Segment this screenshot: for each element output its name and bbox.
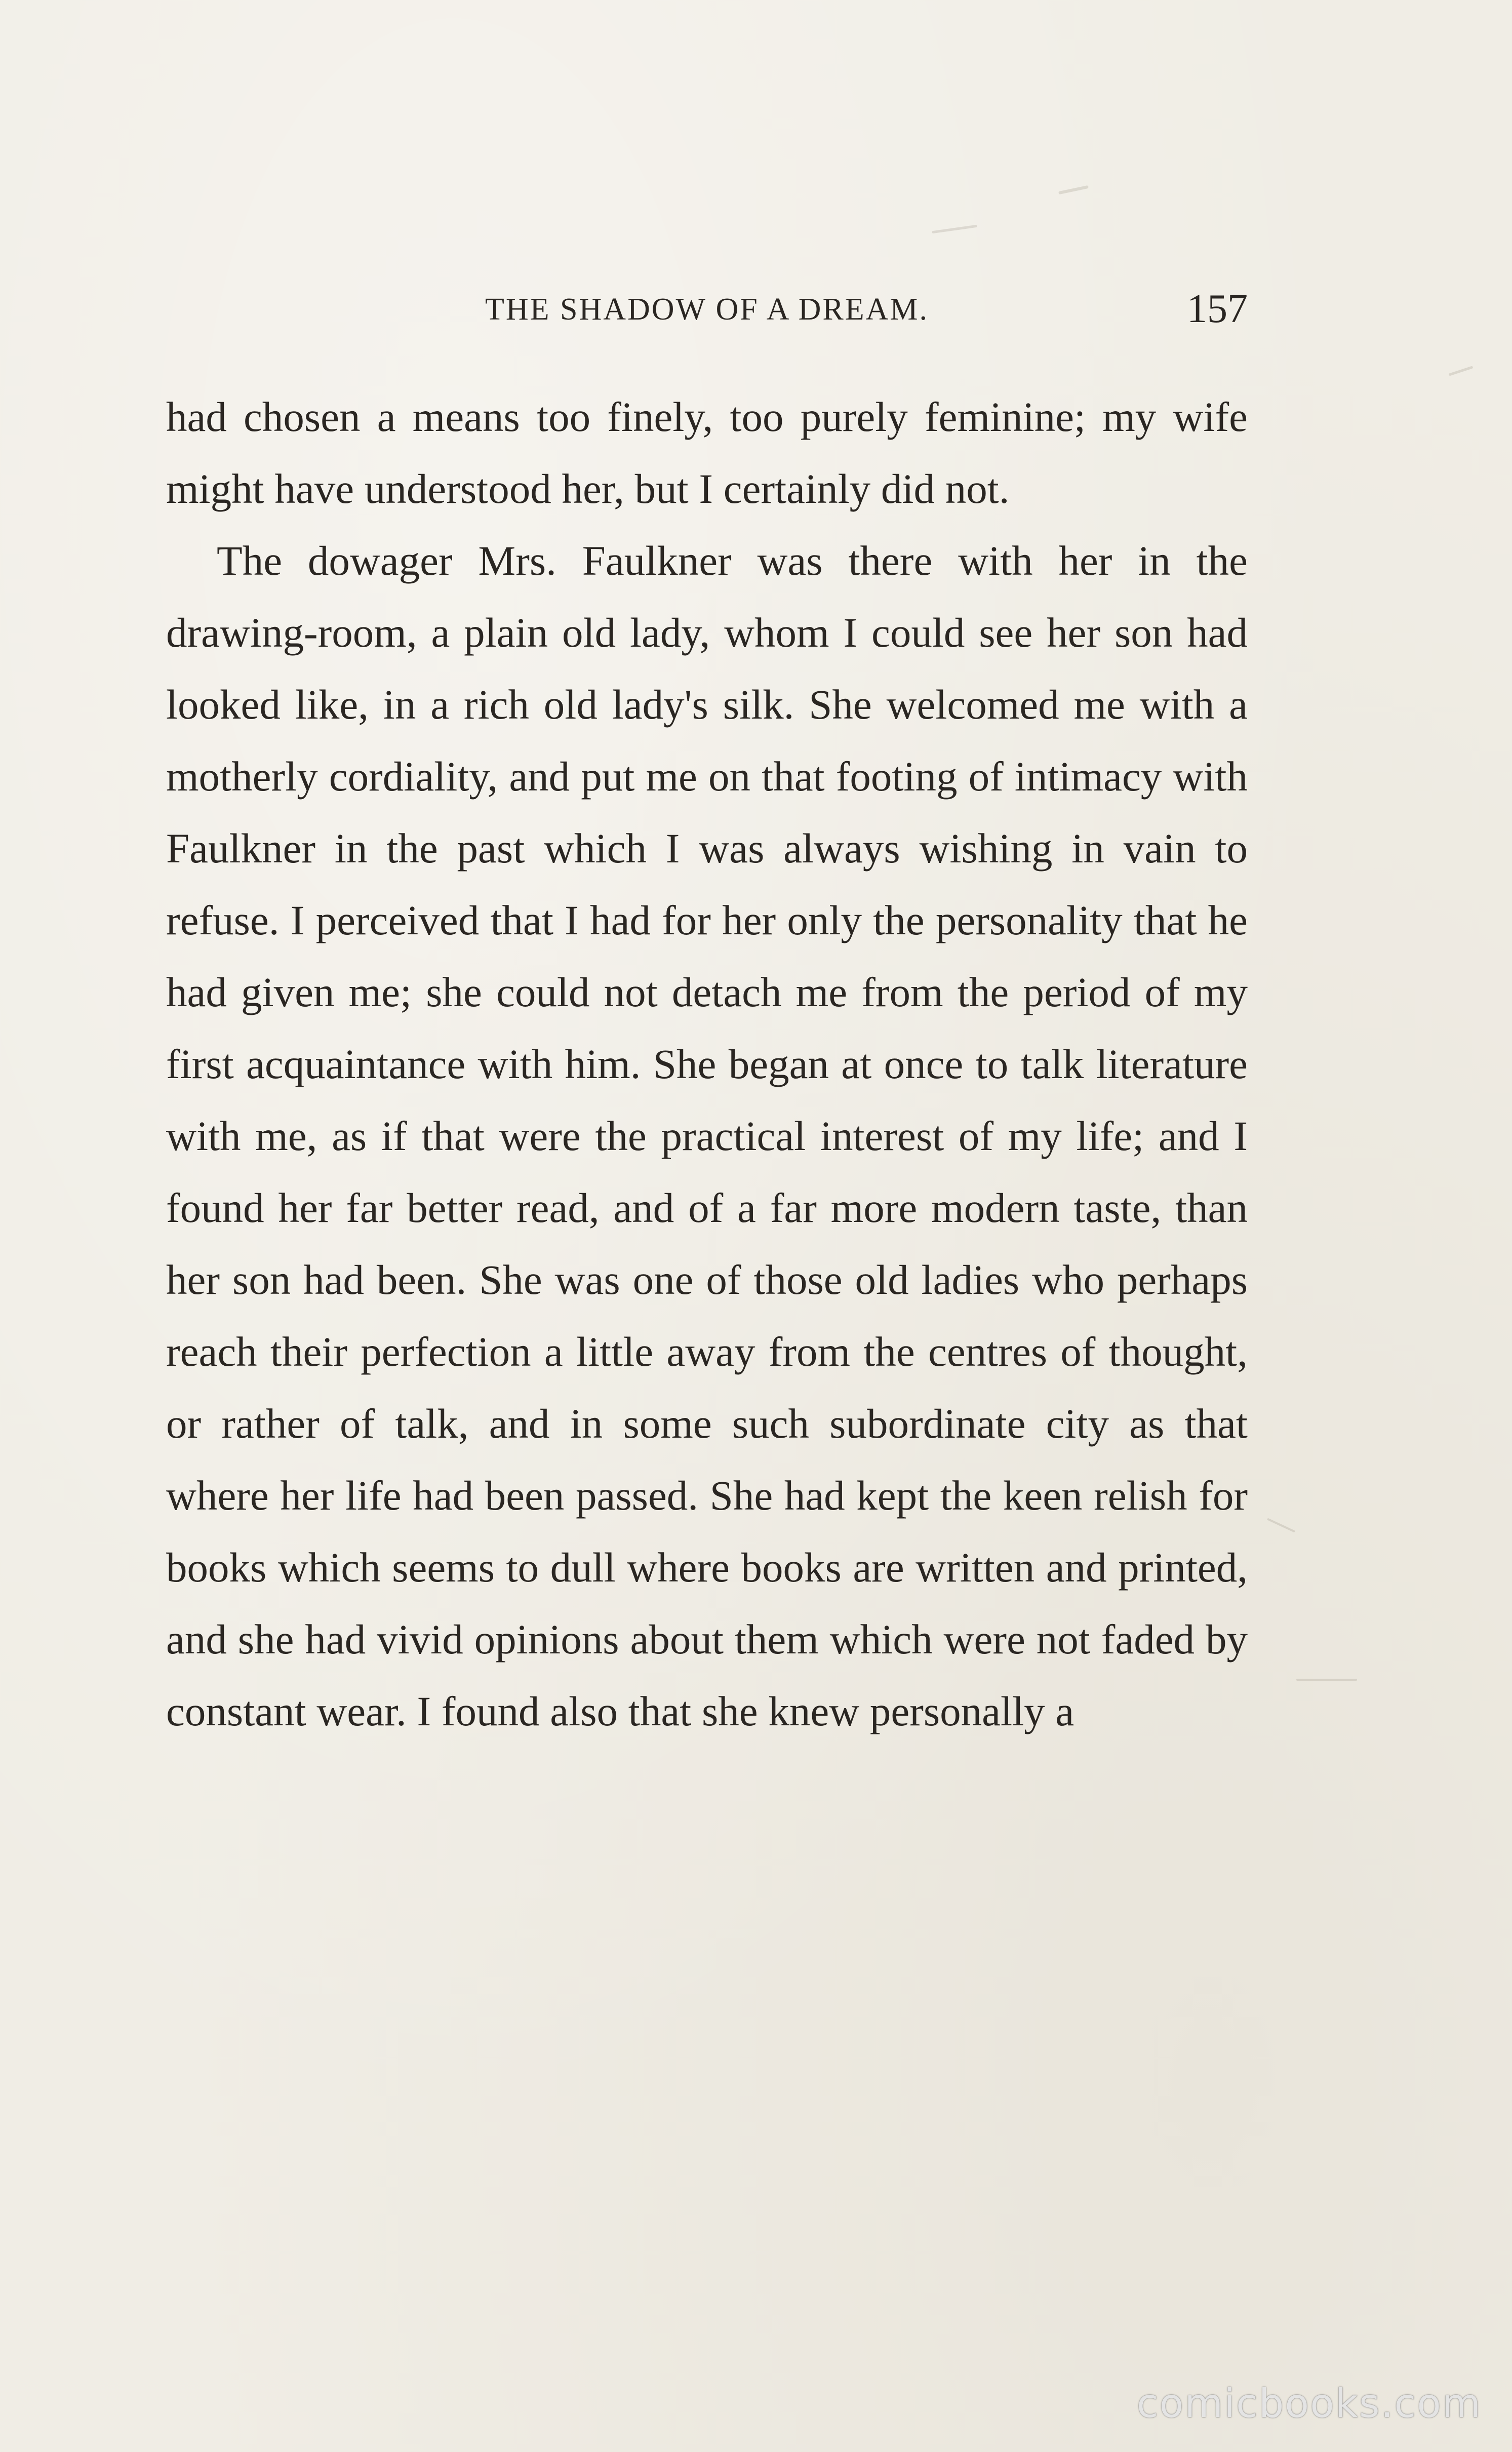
page-number: 157 [1187, 287, 1248, 331]
running-title: THE SHADOW OF A DREAM. [485, 292, 929, 327]
paper-speck [1267, 1518, 1295, 1533]
watermark: comicbooks.com [1136, 2381, 1482, 2427]
paper-speck [1058, 185, 1089, 194]
paper-speck [1448, 366, 1473, 376]
paragraph: The dowager Mrs. Faulkner was there with her in the drawing-room, a plain old lady, whom I could see her son had looked like, in a rich old lady's silk. She welcomed me with a motherly cordiality, and put me on that footing of intimacy with Faulkner in the past which I was always wishing in vain to refuse. I perceived that I had for her only the personality that he had given me; she could not detach me from the period of my first acquaintance with him. She began at once to talk literature with me, as if that were the practical interest of my life; and I found her far better read, and of a far more modern taste, than her son had been. She was one of those old ladies who perhaps reach their perfection a little away from the centres of thought, or rather of talk, and in some such subordinate city as that where her life had been passed. She had kept the keen relish for books which seems to dull where books are written and printed, and she had vivid opinions about them which were not faded by constant wear. I found also that she knew personally a [166, 537, 1248, 1734]
paper-speck [1296, 1679, 1357, 1681]
paragraph-continued: had chosen a means too finely, too purely feminine; my wife might have understood her, but I certainly did not. [166, 393, 1248, 512]
page-header [166, 284, 1248, 344]
paper-speck [932, 225, 977, 233]
body-text [166, 381, 1248, 1747]
